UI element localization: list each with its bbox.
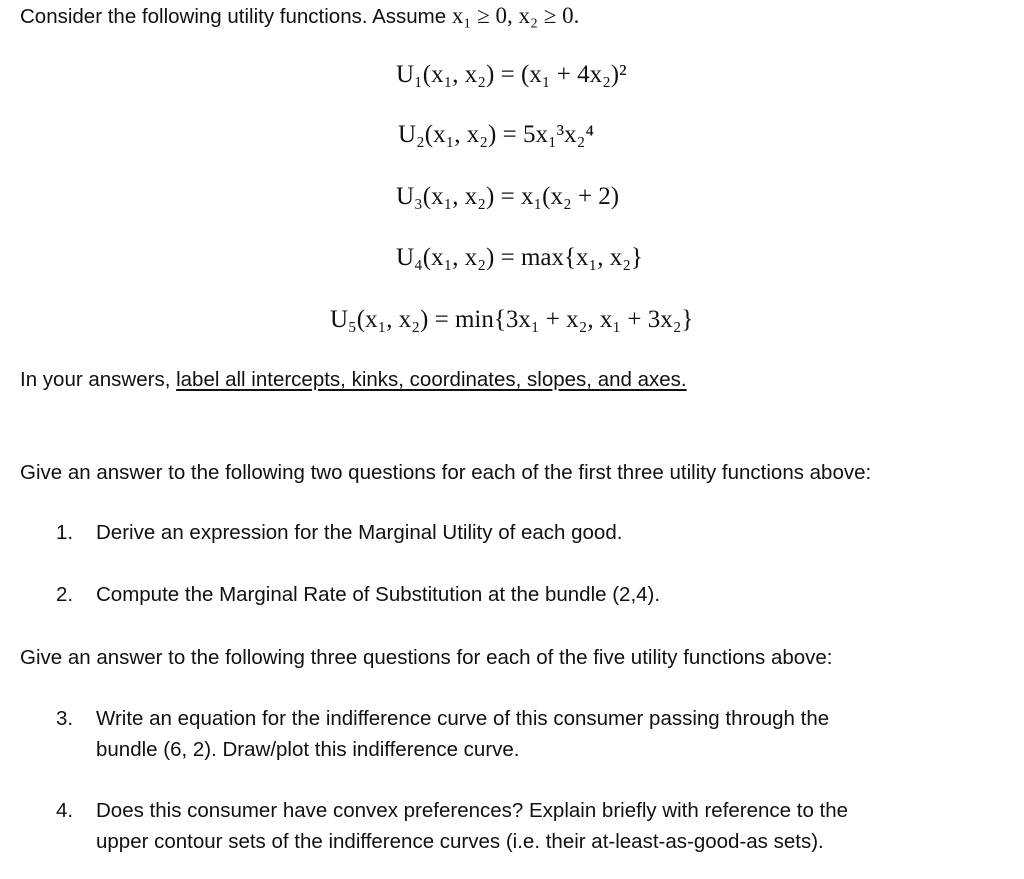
nonnegativity-assumption: x₁ ≥ 0, x₂ ≥ 0. <box>451 3 580 28</box>
question-number: 2. <box>56 583 74 606</box>
section2-heading: Give an answer to the following three questions for each of the five utility functions above: <box>20 646 833 669</box>
question-text-line1: Write an equation for the indifference curve of this consumer passing through the <box>96 707 830 730</box>
instruction-line <box>20 367 687 393</box>
instruction-prefix: In your answers, <box>20 368 177 391</box>
question-text-line2: bundle (6, 2). Draw/plot this indifference curve. <box>96 738 520 761</box>
question-text-line2: upper contour sets of the indifference curves (i.e. their at-least-as-good-as sets). <box>96 830 824 853</box>
question-text: Derive an expression for the Marginal Utility of each good. <box>96 521 623 544</box>
intro-line <box>20 3 579 30</box>
section1-heading: Give an answer to the following two questions for each of the first three utility functions above: <box>20 461 872 484</box>
question-number: 3. <box>56 707 74 730</box>
intro-text: Consider the following utility functions. Assume <box>20 5 452 28</box>
equation-u1: U₁(x₁, x₂) = (x₁ + 4x₂)² <box>396 61 627 88</box>
equation-u2: U₂(x₁, x₂) = 5x₁³x₂⁴ <box>398 121 595 148</box>
question-number: 1. <box>56 521 74 544</box>
equation-u5: U₅(x₁, x₂) = min{3x₁ + x₂, x₁ + 3x₂} <box>330 306 694 333</box>
equation-u3: U₃(x₁, x₂) = x₁(x₂ + 2) <box>396 183 620 210</box>
instruction-underlined: label all intercepts, kinks, coordinates, slopes, and axes. <box>176 368 687 391</box>
question-text-line1: Does this consumer have convex preferences? Explain briefly with reference to the <box>96 799 849 822</box>
equation-u4: U₄(x₁, x₂) = max{x₁, x₂} <box>396 244 643 271</box>
question-text: Compute the Marginal Rate of Substitution at the bundle (2,4). <box>96 583 661 606</box>
question-number: 4. <box>56 799 74 822</box>
